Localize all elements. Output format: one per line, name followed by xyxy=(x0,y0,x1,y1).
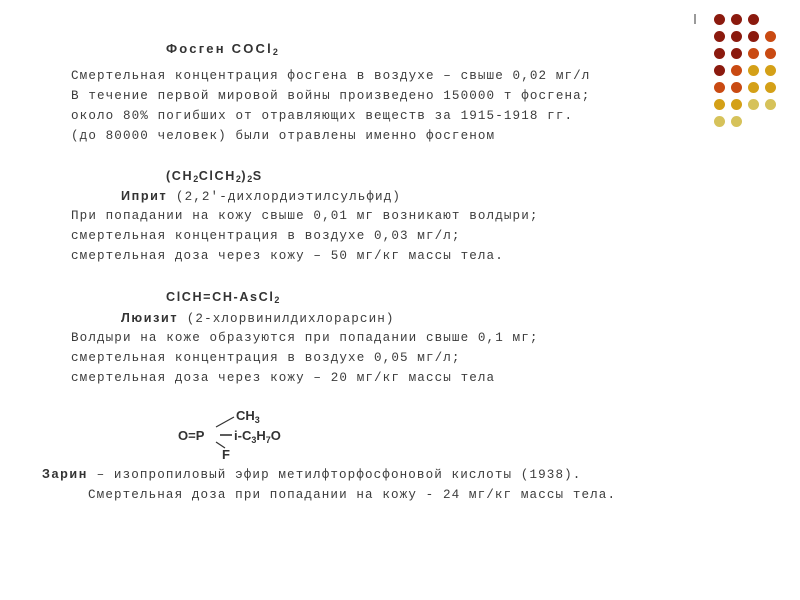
yperite-line-1: При попадании на кожу свыше 0,01 мг возникают волдыри; xyxy=(71,209,539,223)
divider-tick xyxy=(694,14,696,24)
sarin-structure xyxy=(170,404,350,462)
lewisite-line-1: Волдыри на коже образуются при попадании свыше 0,1 мг; xyxy=(71,331,539,345)
yperite-formula-sub: 2 xyxy=(247,174,253,184)
decorative-dot xyxy=(714,48,725,59)
lewisite-formula-main: ClCH=CH-AsCl xyxy=(166,290,275,304)
decorative-dot xyxy=(731,65,742,76)
decorative-dot xyxy=(714,31,725,42)
yperite-name-suffix: (2,2'-дихлордиэтилсульфид) xyxy=(167,190,402,204)
decorative-dot xyxy=(765,31,776,42)
sarin-ch-label: $CH_3$ xyxy=(236,408,260,425)
yperite-formula-part: ClCH xyxy=(198,169,236,183)
lewisite-title xyxy=(121,309,395,328)
decorative-dot xyxy=(731,31,742,42)
sarin-main-left: O=P xyxy=(178,428,205,443)
yperite-formula-part: ) xyxy=(241,169,248,183)
lewisite-name: Люизит xyxy=(121,311,179,325)
sarin-f-label: F xyxy=(222,447,230,462)
decorative-dot xyxy=(748,31,759,42)
yperite-line-3: смертельная доза через кожу – 50 мг/кг массы тела. xyxy=(71,249,504,263)
phosgene-name-sub: 2 xyxy=(272,47,279,57)
phosgene-name: Фосген COCl xyxy=(166,41,273,56)
decorative-dot xyxy=(714,65,725,76)
sarin-title xyxy=(42,465,581,484)
yperite-title xyxy=(121,187,401,206)
sarin-name: Зарин xyxy=(42,467,88,481)
decorative-dot xyxy=(748,14,759,25)
phosgene-line-3: около 80% погибших от отравляющих веществ за 1915-1918 гг. xyxy=(71,109,574,123)
decorative-dot xyxy=(714,116,725,127)
lewisite-formula xyxy=(166,288,280,306)
sarin-dose-line: Смертельная доза при попадании на кожу - 24 мг/кг массы тела. xyxy=(88,488,617,502)
decorative-dot xyxy=(748,48,759,59)
decorative-dot xyxy=(748,65,759,76)
decorative-dot xyxy=(765,82,776,93)
decorative-dot xyxy=(765,99,776,110)
lewisite-line-3: смертельная доза через кожу – 20 мг/кг массы тела xyxy=(71,371,496,385)
yperite-formula-sub: 2 xyxy=(193,174,199,184)
decorative-dot xyxy=(714,82,725,93)
decorative-dot xyxy=(765,65,776,76)
lewisite-name-suffix: (2-хлорвинилдихлорарсин) xyxy=(178,312,395,326)
yperite-formula xyxy=(166,167,263,185)
decorative-dot xyxy=(731,82,742,93)
lewisite-line-2: смертельная концентрация в воздухе 0,05 мг/л; xyxy=(71,351,461,365)
yperite-formula-part: (CH xyxy=(166,169,194,183)
yperite-formula-sub: 2 xyxy=(235,174,242,184)
phosgene-line-1: Смертельная концентрация фосгена в воздухе – свыше 0,02 мг/л xyxy=(71,69,591,83)
decorative-dot xyxy=(731,14,742,25)
decorative-dot xyxy=(731,99,742,110)
phosgene-title xyxy=(166,40,278,58)
sarin-description: – изопропиловый эфир метилфторфосфоновой кислоты (1938). xyxy=(87,468,582,482)
decorative-dot xyxy=(731,116,742,127)
decorative-dot xyxy=(748,99,759,110)
yperite-formula-part: S xyxy=(252,169,263,183)
decorative-dot xyxy=(714,99,725,110)
lewisite-formula-sub: 2 xyxy=(274,295,280,305)
phosgene-line-2: В течение первой мировой войны произведено 150000 т фосгена; xyxy=(71,89,591,103)
bond-p-ch3 xyxy=(216,417,234,427)
decorative-dot xyxy=(731,48,742,59)
decorative-dot xyxy=(714,14,725,25)
yperite-line-2: смертельная концентрация в воздухе 0,03 мг/л; xyxy=(71,229,461,243)
sarin-main-right: $i-C_3H_7O$ xyxy=(234,428,281,445)
decorative-dot xyxy=(765,48,776,59)
phosgene-line-4: (до 80000 человек) были отравлены именно фосгеном xyxy=(71,129,496,143)
decorative-dot xyxy=(748,82,759,93)
yperite-name: Иприт xyxy=(121,189,168,203)
